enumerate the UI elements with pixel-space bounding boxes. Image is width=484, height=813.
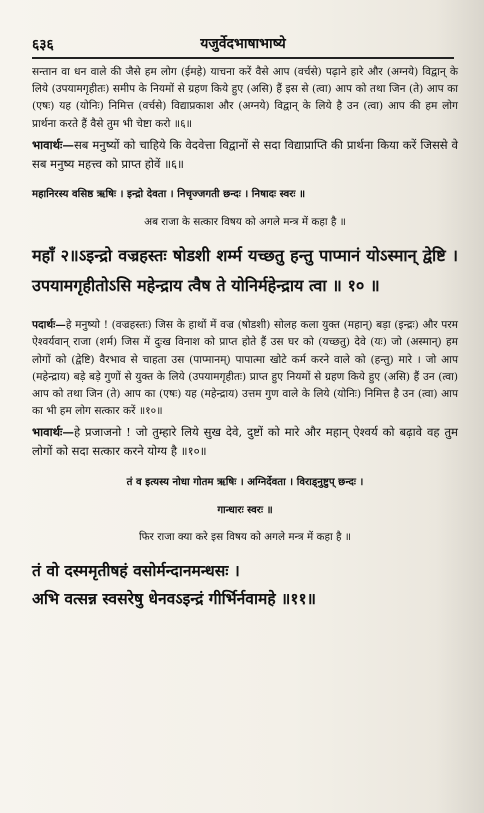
bhavarth-text: हे प्रजाजनो ! जो तुम्हारे लिये सुख देवे, दुष्टों को मारे और महान् ऐश्वर्य को बढ़ावे वह तुम लोगों को सदा सत्कार करने योग्य है ॥१०॥ bbox=[32, 425, 458, 459]
paragraph-continuation: सन्तान वा धन वाले की जैसे हम लोग (ईमहे) याचना करें वैसे आप (वर्चसे) पढ़ाने हारे और (अग्नये) विद्वान् के लिये (उपयामगृहीतः) समीप के नियमों से ग्रहण किये हुए (असि) हैं इस से (त्वा) आप को तथा जिन (ते) आप का (एषः) यह (योनिः) निमित्त (वर्चसे) विद्याप्रकाश और (अग्नये) विद्वान् के लिये है उन (त्वा) आप की हम लोग प्रार्थना करते हैं वैसे तुम भी चेष्टा करो ॥६॥ bbox=[32, 66, 458, 130]
mantra-intro-11: फिर राजा क्या करे इस विषय को अगले मन्त्र में कहा है ॥ bbox=[138, 531, 352, 544]
bhavarth-paragraph-10 bbox=[32, 423, 458, 461]
padarth-text: हे मनुष्यो ! (वज्रहस्तः) जिस के हाथों में वज्र (षोडशी) सोलह कला युक्त (महान्) बड़ा (इन्द्रः) और परम ऐश्वर्यवान् राजा (शर्म) जिस में दुःख विनाश को प्राप्त होते हैं उस घर को (यच्छतु) देवे (यः) जो (अस्मान्) हम लोगों को (द्वेष्टि) वैरभाव से चाहता उस (पाप्मानम्) पापात्मा खोटे कर्म करने वाले को (हन्तु) मारे । जो आप (महेन्द्राय) बड़े बड़े गुणों से युक्त के लिये (उपयामगृहीतः) प्राप्त हुए नियमों से ग्रहण किये हुए (असि) हैं उन (त्वा) आप को तथा जिन (ते) आप का (एषः) यह (महेन्द्राय) उत्तम गुण वाले के लिये (योनिः) निमित्त है उन (त्वा) आप का भी हम लोग सत्कार करें ॥१०॥ bbox=[32, 319, 458, 418]
bhavarth-paragraph-9 bbox=[32, 136, 458, 174]
mantra-meta-11b: गान्धारः स्वरः ॥ bbox=[217, 504, 273, 517]
mantra-11-line-1: तं वो दस्ममृतीषहं वसोर्मन्दानमन्धसः । bbox=[32, 560, 240, 580]
mantra-11-line-2: अभि वत्सन्न स्वसरेषु धेनवऽइन्द्रं गीर्भिर्नवामहे ॥११॥ bbox=[32, 588, 316, 608]
mantra-meta-10: महानिरस्य वसिष्ठ ऋषिः । इन्द्रो देवता । निचृज्जगती छन्दः । निषादः स्वरः ॥ bbox=[32, 188, 306, 201]
mantra-10: महाँ २॥ऽइन्द्रो वज्रहस्तः षोडशी शर्म्म यच्छतु हन्तु पाप्मानं योऽस्मान् द्वेष्टि । उपयामगृहीतोऽसि महेन्द्राय त्वैष ते योनिर्महेन्द्राय त्वा ॥ १० ॥ bbox=[32, 245, 458, 295]
bhavarth-label: भावार्थः— bbox=[32, 425, 74, 440]
bhavarth-label: भावार्थः— bbox=[32, 137, 74, 152]
mantra-intro-10: अब राजा के सत्कार विषय को अगले मन्त्र में कहा है ॥ bbox=[144, 215, 346, 228]
page-number: ६३६ bbox=[32, 37, 54, 53]
running-title: यजुर्वेदभाषाभाष्ये bbox=[200, 36, 286, 52]
page-header bbox=[32, 28, 454, 59]
bhavarth-text: सब मनुष्यों को चाहिये कि वेदवेत्ता विद्वानों से सदा विद्याप्राप्ति की प्रार्थना किया करें जिससे वे सब मनुष्य महत्त्व को प्राप्त होवें ॥६॥ bbox=[32, 137, 458, 171]
mantra-meta-11a: तं व इत्यस्य नोधा गोतम ऋषिः । अग्निर्देवता । विराड्नुष्टुप् छन्दः । bbox=[126, 475, 364, 488]
page-content bbox=[32, 64, 458, 613]
padarth-paragraph-10 bbox=[32, 317, 458, 420]
padarth-label: पदार्थः— bbox=[32, 319, 66, 332]
